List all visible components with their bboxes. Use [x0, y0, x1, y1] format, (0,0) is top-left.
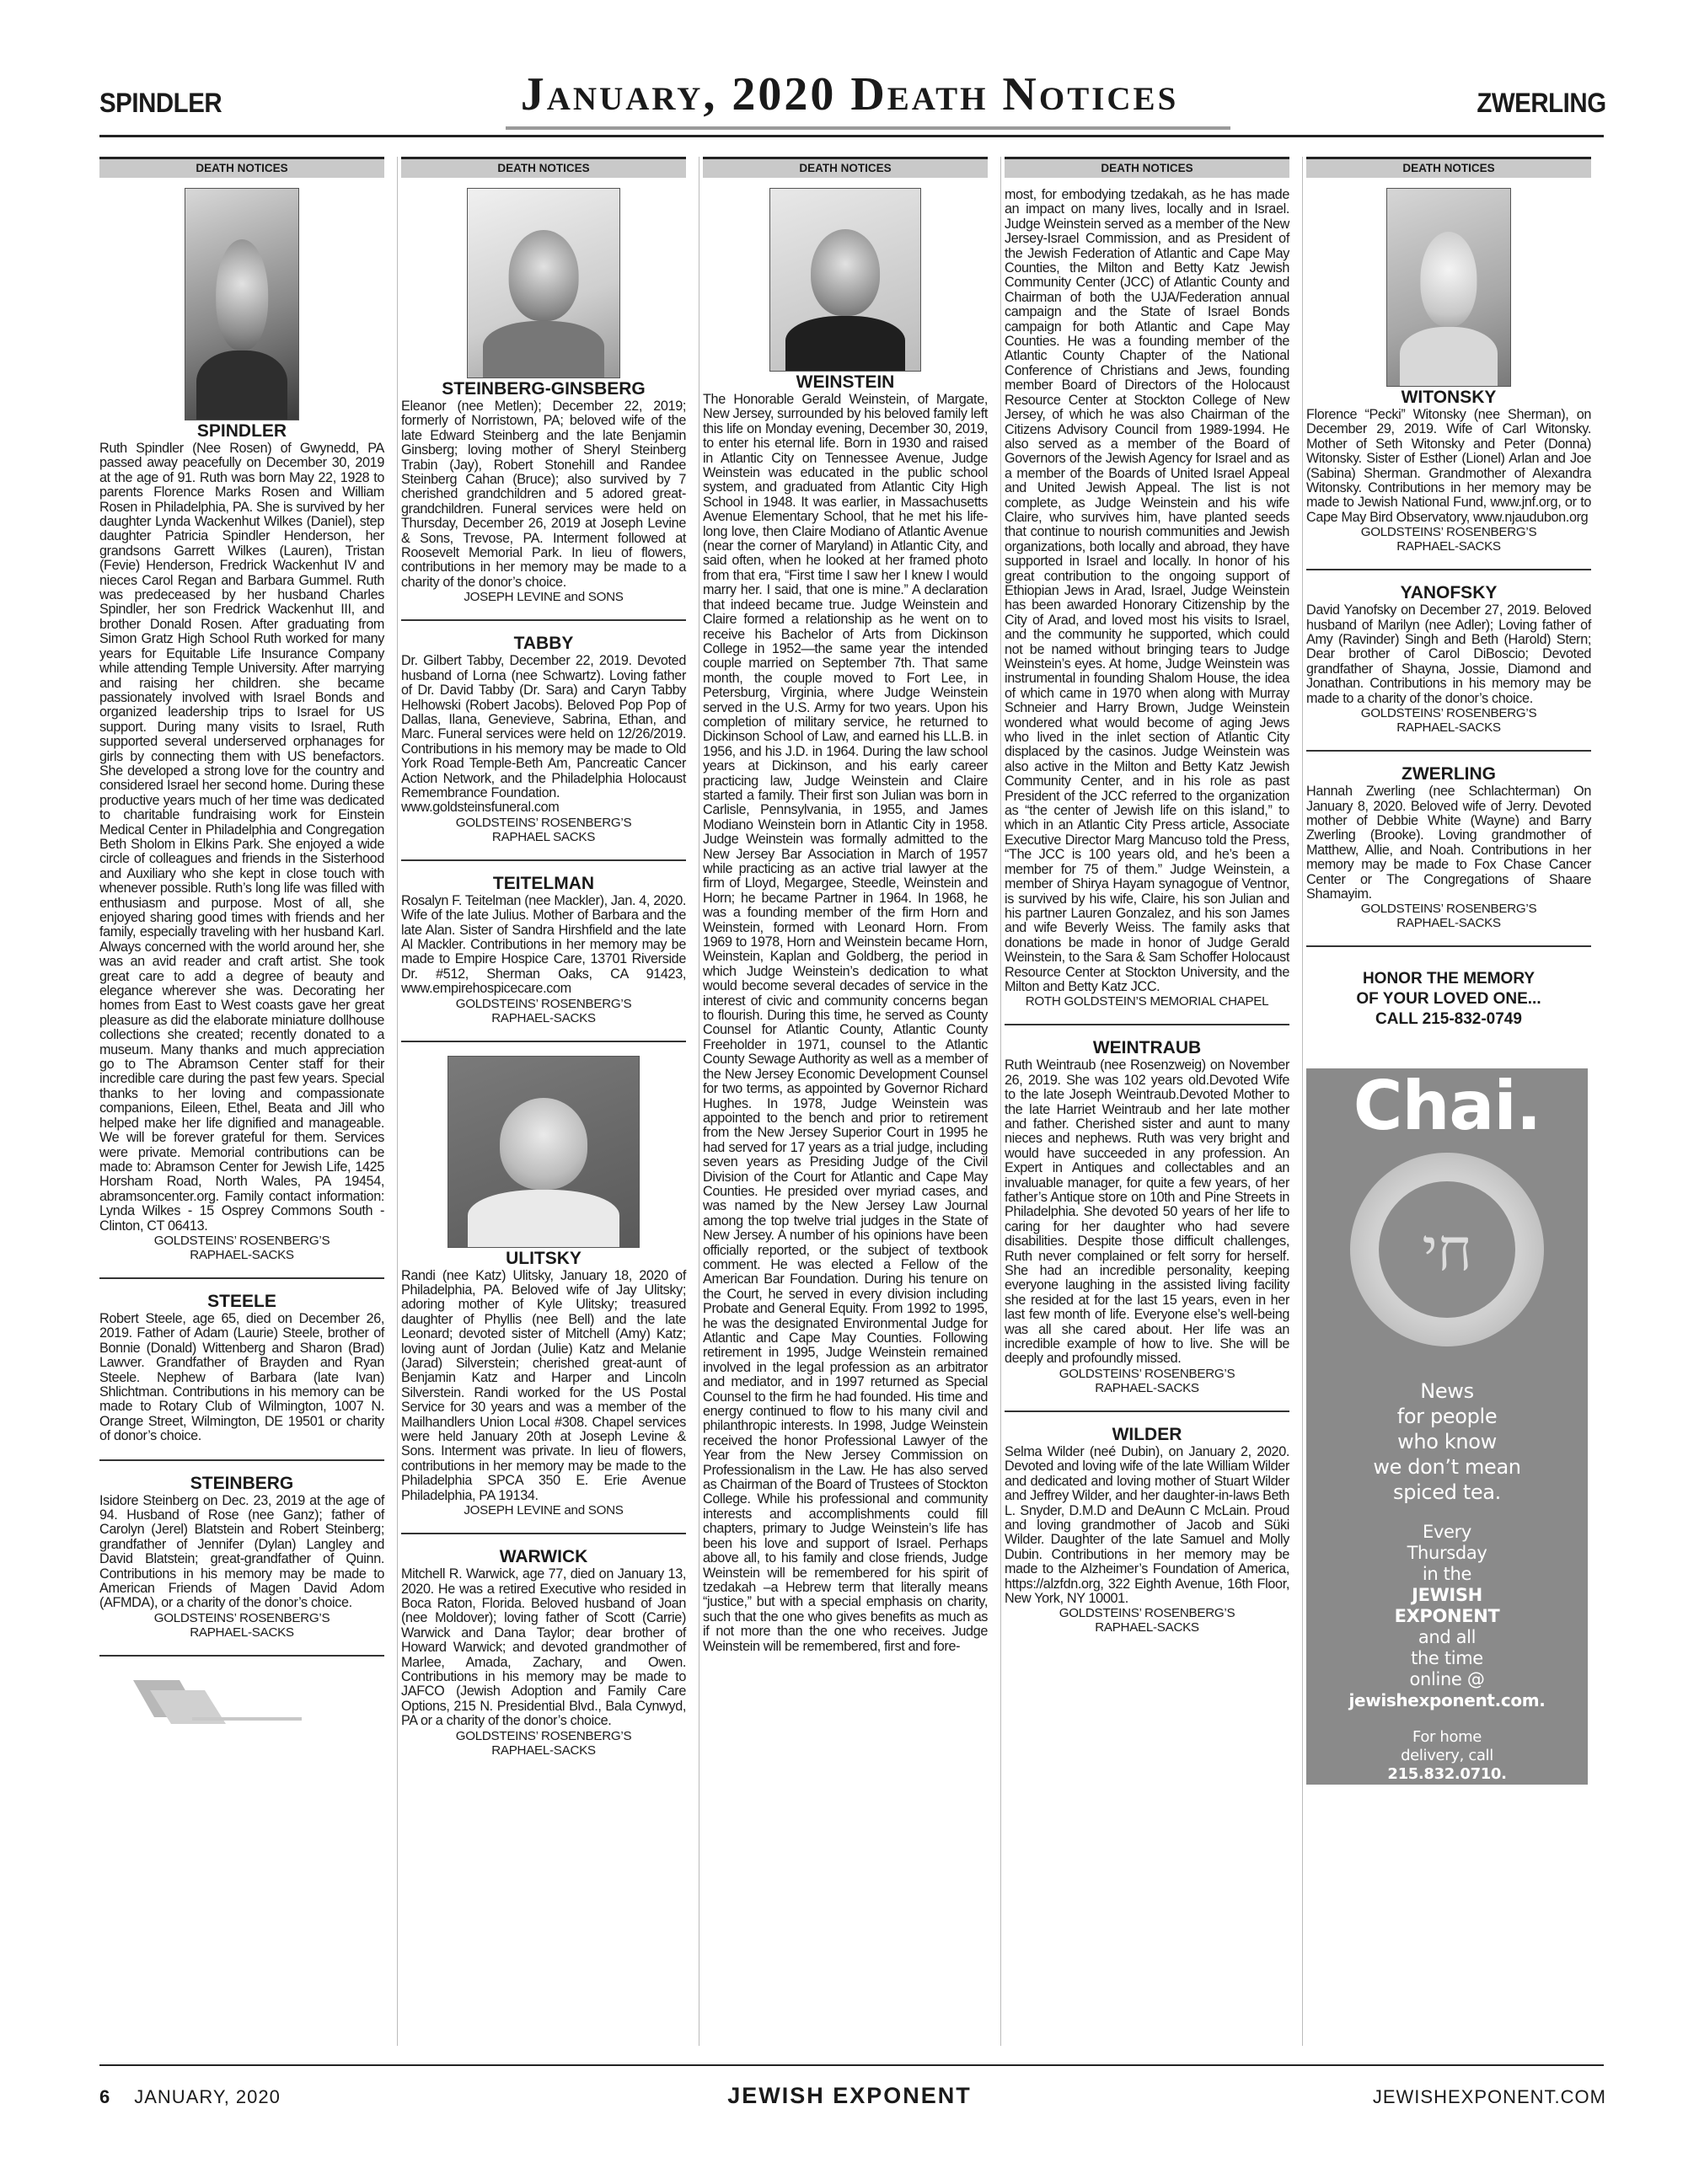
notice-name: WEINTRAUB	[1092, 1038, 1202, 1058]
funeral-home: JOSEPH LEVINE and SONS	[464, 1503, 624, 1518]
notice-divider	[401, 619, 686, 621]
funeral-home: RAPHAEL-SACKS	[1095, 1620, 1199, 1635]
notice-text: Hannah Zwerling (nee Schlachterman) On January 8, 2020. Beloved wife of Jerry. Devoted mother of Debbie White (Wayne) and Barry Zwerling (Brooke). Loving grandmother of Matthew, Allie, and Noah. Contributions in her memory may be made to Fox Chase Cancer Center or The Congregations of Shaare Shamayim.	[1306, 784, 1591, 902]
portrait-photo-spindler	[185, 188, 299, 420]
funeral-home: RAPHAEL-SACKS	[1396, 916, 1501, 931]
funeral-home: RAPHAEL-SACKS	[491, 1010, 596, 1025]
website-url[interactable]: JEWISHEXPONENT.COM	[1372, 2086, 1606, 2107]
title-underline	[506, 126, 1230, 130]
column-1	[99, 157, 384, 2054]
notice-zwerling	[1306, 765, 1591, 930]
ad-tagline	[1306, 1378, 1588, 1505]
funeral-home: GOLDSTEINS’ ROSENBERG’S	[455, 1728, 632, 1743]
notice-divider	[401, 859, 686, 861]
column-separator	[1302, 157, 1303, 2046]
notice-divider	[99, 1277, 384, 1279]
column-4	[1005, 157, 1289, 2054]
ad-line: in the	[1422, 1564, 1472, 1585]
notice-steinberg	[99, 1475, 384, 1640]
notice-wilder	[1005, 1426, 1289, 1635]
column-3	[703, 157, 988, 2054]
notice-name: YANOFSKY	[1400, 583, 1498, 603]
notice-divider	[99, 1655, 384, 1657]
section-label: DEATH NOTICES	[401, 157, 686, 178]
notice-text: Ruth Spindler (Nee Rosen) of Gwynedd, PA passed away peacefully on December 30, 2019 at the age of 91. Ruth was born May 22, 1928 to parents Florence Marks Rosen and William Rosen in Philadelphia, PA. She is survived by her daughter Lynda Wackenhut Wilkes (Daniel), step daughter Patricia Spindler Henderson, her grandsons Garrett Wilkes (Lauren), Tristan (Fevie) Henderson, Fredrick Wackenhut IV and nieces Carol Regan and Barbara Gummel. Ruth was predeceased by her husband Charles Spindler, her son Fredrick Wackenhut III, and brother Donald Rosen. After graduating from Simon Gratz High School Ruth worked for many years for Equitable Life Insurance Company while attending Temple University. After marrying and raising her children. she became passionately involved with Israel Bonds and organized leadership trips to Israel for US support. During many visits to Israel, Ruth supported several underserved orphanages for girls by connecting them with US benefactors. She developed a strong love for the country and considered Israel her second home. During these productive years much of her time was dedicated to charitable fundraising work for Einstein Medical Center in Philadelphia and Congregation Beth Sholom in Elkins Park. She enjoyed a wide circle of colleagues and friends in the Sisterhood and Auxiliary who she kept in close touch with whenever possible. Ruth’s long life was filled with enthusiasm and purpose. Most of all, she enjoyed sharing good times with friends and her family, especially traveling with her husband Karl. Always concerned with the world around her, she was an avid reader and craft artist. She took great care to add a degree of beauty and elegance wherever she was. Decorating her homes from East to West coasts gave her great pleasure as did the elaborate miniature dollhouse collections she created; recently donated to a museum. Many thanks and much appreciation go to The Abramson Center staff for their incredible care during the past few years. Special thanks to her loving and compassionate companions, Eileen, Ethel, Beata and Jill who helped make her life dignified and manageable. We will be forever grateful for them. Services were private. Memorial contributions can be made to: Abramson Center for Jewish Life, 1425 Horsham Road, North Wales, PA 19454, abramsoncenter.org. Family contact information: Lynda Wilkes - 15 Osprey Commons South - Clinton, CT 06413.	[99, 441, 384, 1234]
header-right-name: ZWERLING	[1477, 88, 1606, 118]
page-number: 6	[99, 2086, 111, 2107]
section-label: DEATH NOTICES	[99, 157, 384, 178]
ad-line: we don’t mean	[1373, 1455, 1521, 1480]
notice-weinstein	[703, 373, 988, 1654]
notice-text: Dr. Gilbert Tabby, December 22, 2019. Devoted husband of Lorna (nee Schwartz). Loving father of Dr. David Tabby (Dr. Sara) and Caryn Tabby Helhowski (Robert Jacobs). Beloved Pop Pop of Dallas, Ilana, Genevieve, Sabrina, Ethan, and Marc. Funeral services were held on 12/26/2019. Contributions in his memory may be made to Old York Road Temple-Beth Am, Pancreatic Cancer Action Network, and the Philadelphia Holocaust Remembrance Foundation.	[401, 653, 686, 800]
notice-yanofsky	[1306, 584, 1591, 735]
notice-steinberg-ginsberg	[401, 380, 686, 604]
notice-name: TEITELMAN	[492, 873, 595, 893]
notice-name: WITONSKY	[1401, 388, 1497, 407]
ad-line: Every	[1423, 1522, 1471, 1543]
notice-text: Randi (nee Katz) Ulitsky, January 18, 2020 of Philadelphia, PA. Beloved wife of Jay Ulitsky; adoring mother of Kyle Ulitsky; treasured daughter of Phyllis (nee Bell) and the late Leonard; devoted sister of Mitchell (Amy) Katz; loving aunt of Jordan (Julie) Katz and Melanie (Jarad) Silverstein; cherished great-aunt of Benjamin Katz and Harper and Lincoln Silverstein. Randi worked for the US Postal Service for 30 years and was a member of the Mailhandlers Union Local #308. Chapel services were held January 20th at Joseph Levine & Sons. Interment was private. In lieu of flowers, contributions in her memory may be made to the Philadelphia SPCA 350 E. Erie Avenue Philadelphia, PA 19134.	[401, 1267, 686, 1503]
funeral-home: GOLDSTEINS’ ROSENBERG’S	[455, 996, 632, 1011]
ad-line: and all	[1418, 1627, 1477, 1648]
portrait-photo-weinstein	[769, 188, 921, 372]
issue-date: JANUARY, 2020	[134, 2086, 281, 2107]
notice-name: STEINBERG-GINSBERG	[442, 379, 646, 399]
notice-divider	[401, 1533, 686, 1534]
section-label: DEATH NOTICES	[1306, 157, 1591, 178]
column-separator	[1000, 157, 1001, 2046]
funeral-home: RAPHAEL-SACKS	[1396, 539, 1501, 554]
funeral-home: GOLDSTEINS’ ROSENBERG’S	[153, 1610, 330, 1625]
funeral-home: JOSEPH LEVINE and SONS	[464, 590, 624, 605]
funeral-home: GOLDSTEINS’ ROSENBERG’S	[153, 1233, 330, 1248]
notice-url: www.goldsteinsfuneral.com	[401, 800, 560, 816]
funeral-home: RAPHAEL-SACKS	[491, 1742, 596, 1758]
notice-text: Florence “Pecki” Witonsky (nee Sherman), on December 29, 2019. Wife of Carl Witonsky. Mother of Seth Witonsky and Peter (Donna) Witonsky. Sister of Esther (Lionel) Arlan and Joe (Sabina) Sherman. Grandmother of Alexandra Witonsky. Contributions in her memory may be made to Jewish National Fund, www.jnf.org, or to Cape May Bird Observatory, www.njaudubon.org	[1306, 407, 1591, 525]
portrait-photo-ulitsky	[448, 1056, 640, 1248]
notice-weintraub	[1005, 1039, 1289, 1395]
honor-line: HONOR THE MEMORY	[1362, 970, 1536, 988]
notice-text: Ruth Weintraub (nee Rosenzweig) on November 26, 2019. She was 102 years old.Devoted Wife to the late Joseph Weintraub.Devoted Mother to the late Harriet Weintraub and her late mother and father. Cherished sister and aunt to many nieces and nephews. Ruth was very bright and would have succeeded in any profession. An Expert in Antiques and collectables and an invaluable manager, for quite a few years, of her father’s Antique store on 10th and Pine Streets in Philadelphia. She devoted 50 years of her life to caring for her daughter who had severe disabilities. Despite those difficult challenges, Ruth never complained or felt sorry for herself. She had an incredible personality, keeping everyone laughing in the assisted living facility she resided at for the last 15 years, even in her last few month of life. Everyone else’s well-being was all she cared about. Her life was an incredible example of how to live. She will be deeply and profoundly missed.	[1005, 1057, 1289, 1367]
notice-text: most, for embodying tzedakah, as he has made an impact on many lives, locally and in Israel. Judge Weinstein served as a member of the New Jersey-Israel Commission, and as President of the Jewish Federation of Atlantic and Cape May Counties, the Milton and Betty Katz Jewish Community Center (JCC) of Atlantic County and Chairman of both the UJA/Federation annual campaign and the State of Israel Bonds campaign for both Atlantic and Cape May Counties. He was a founding member of the Atlantic County Chapter of the National Conference of Christians and Jews, founding member Board of Directors of the Holocaust Resource Center at Stockton College of New Jersey, of which he was also Chairman of the Citizens Advisory Council from 1989-1994. He also served as a member of the Board of Governors of the Jewish Agency for Israel and as a member of the Boards of United Israel Appeal and United Jewish Appeal. The list is not complete, as Judge Weinstein and his wife Claire, who survives him, have planted seeds that continue to nourish communities and Jewish organizations, both locally and abroad, they have supported in Israel and locally. In honor of his great contribution to the ongoing support of Ethiopian Jews in Arad, Israel, Judge Weinstein has been awarded Honorary Citizenship by the City of Arad, and loved most his visits to Israel, and the community he supported, which could not be named without bringing tears to Judge Weinstein’s eyes. At home, Judge Weinstein was instrumental in founding Shalom House, the idea of which came in 1970 when along with Murray Schneier and Harry Brown, Judge Weinstein wondered what would become of aging Jews who lived in the inlet section of Atlantic City displaced by the casinos. Judge Weinstein was also active in the Milton and Betty Katz Jewish Community Center, and in his role as past President of the JCC referred to the organization as “the center of Jewish life on this island,” to which in an Atlantic City Press article, Associate Executive Director Marg Mancuso told the Press, “The JCC is 100 years old, and he’s been a member for 75 of them.” Judge Weinstein, a member of Shirya Hayam synagogue of Ventnor, is survived by his wife, Claire, his son Julian and his partner Lauren Gonzalez, and his son James and wife Beverly Weiss. The family asks that donations be made in honor of Judge Gerald Weinstein, to the Sara & Sam Schoffer Holocaust Resource Center at Stockton University, and the Milton and Betty Katz JCC.	[1005, 187, 1289, 994]
funeral-home: RAPHAEL-SACKS	[190, 1247, 294, 1262]
chai-advertisement[interactable]	[1306, 1068, 1588, 1785]
bottom-rule	[99, 2064, 1604, 2066]
portrait-photo-witonsky	[1386, 188, 1511, 387]
funeral-home: GOLDSTEINS’ ROSENBERG’S	[1059, 1366, 1235, 1381]
notice-divider	[401, 1041, 686, 1042]
notice-text: Robert Steele, age 65, died on December 26, 2019. Father of Adam (Laurie) Steele, brother of Bonnie (Donald) Wittenberg and Sharon (Brad) Lawver. Grandfather of Brayden and Ryan Steele. Nephew of Barbara (late Ivan) Shlichtman. Contributions in his memory can be made to Rotary Club of Wilmington, 1007 N. Orange Street, Wilmington, DE 19501 or charity of donor’s choice.	[99, 1310, 384, 1444]
portrait-photo-steinberg-ginsberg	[467, 188, 620, 378]
ad-line: JEWISH	[1412, 1585, 1482, 1606]
notice-steele	[99, 1293, 384, 1444]
notice-name: SPINDLER	[196, 421, 287, 441]
star-of-david-logo	[99, 1673, 384, 1724]
funeral-home: RAPHAEL-SACKS	[1396, 720, 1501, 736]
ad-line: who know	[1397, 1430, 1497, 1454]
ad-schedule	[1306, 1522, 1588, 1711]
ad-line: EXPONENT	[1394, 1606, 1500, 1627]
ad-line: Thursday	[1407, 1543, 1487, 1564]
notice-divider	[1005, 1410, 1289, 1412]
funeral-home: RAPHAEL SACKS	[491, 829, 596, 844]
ad-brand: Chai.	[1353, 1067, 1541, 1146]
ad-delivery	[1306, 1728, 1588, 1784]
ad-line: the time	[1411, 1648, 1483, 1669]
notice-name: TABBY	[513, 634, 574, 654]
notice-ulitsky	[401, 1250, 686, 1518]
notice-name: ZWERLING	[1402, 764, 1496, 784]
column-separator	[397, 157, 398, 2046]
funeral-home: GOLDSTEINS’ ROSENBERG’S	[1360, 525, 1537, 540]
notice-witonsky	[1306, 388, 1591, 554]
notice-name: WEINSTEIN	[796, 372, 895, 392]
funeral-home: GOLDSTEINS’ ROSENBERG’S	[1360, 706, 1537, 721]
column-5	[1306, 157, 1591, 2054]
notice-weinstein-continued	[1005, 188, 1289, 1009]
top-rule	[99, 135, 1604, 137]
funeral-home: GOLDSTEINS’ ROSENBERG’S	[455, 815, 632, 830]
funeral-home: GOLDSTEINS’ ROSENBERG’S	[1059, 1606, 1235, 1621]
notice-name: WILDER	[1112, 1424, 1182, 1444]
notice-teitelman	[401, 875, 686, 1025]
notice-name: ULITSKY	[506, 1248, 582, 1268]
chai-glyph: חי	[1379, 1181, 1515, 1318]
notice-text: Eleanor (nee Metlen); December 22, 2019; formerly of Norristown, PA; beloved wife of the late Edward Steinberg and the late Benjamin Ginsberg; loving mother of Sheryl Steinberg Trabin (Jay), Robert Stonehill and Randee Steinberg Cahan (Bruce); also survived by 7 cherished grandchildren and 5 adored great-grandchildren. Funeral services were held on Thursday, December 26, 2019 at Joseph Levine & Sons, Trevose, PA. Interment followed at Roosevelt Memorial Park. In lieu of flowers, contributions in her memory may be made to a charity of the donor’s choice.	[401, 399, 686, 590]
section-label: DEATH NOTICES	[703, 157, 988, 178]
notice-divider	[1306, 569, 1591, 570]
notice-text: Mitchell R. Warwick, age 77, died on January 13, 2020. He was a retired Executive who resided in Boca Raton, Florida. Beloved husband of Joan (nee Moldover); loving father of Scott (Carrie) Warwick and Dana Taylor; dear brother of Howard Warwick; and devoted grandmother of Marlee, Amada, Zachary, and Owen. Contributions in his memory may be made to JAFCO (Jewish Adoption and Family Care Options, 215 N. Presidential Blvd., Bala Cynwyd, PA or a charity of the donor’s choice.	[401, 1566, 686, 1729]
ad-line: for people	[1396, 1405, 1498, 1429]
page-title: January, 2020 Death Notices	[520, 68, 1179, 120]
honor-phone: CALL 215-832-0749	[1375, 1010, 1522, 1029]
ad-line: online @	[1409, 1669, 1485, 1690]
funeral-home: RAPHAEL-SACKS	[190, 1625, 294, 1640]
notice-text: Selma Wilder (neé Dubin), on January 2, 2020. Devoted and loving wife of the late William Wilder and dedicated and loving mother of Stuart Wilder and Jeffrey Wilder, and her daughter-in-laws Beth L. Snyder, D.M.D and DeAunn C McLain. Proud and loving grandmother of Jacob and Süki Wilder. Daughter of the late Samuel and Molly Dubin. Contributions in her memory may be made to the Alzheimer’s Foundation of America, https://alzfdn.org, 322 Eighth Avenue, 16th Floor, New York, NY 10001.	[1005, 1443, 1289, 1606]
notice-name: STEELE	[207, 1291, 276, 1311]
ad-line: delivery, call	[1401, 1747, 1493, 1765]
notice-text: Isidore Steinberg on Dec. 23, 2019 at the age of 94. Husband of Rose (nee Ganz); father of Carolyn (Jerel) Blatstein and Robert Steinberg; grandfather of Jennifer (Dylan) Langley and David Blatstein; great-grandfather of Quinn. Contributions in his memory may be made to American Friends of Magen David Adom (AFMDA), or a charity of the donor’s choice.	[99, 1492, 384, 1611]
notice-divider	[1306, 750, 1591, 752]
ad-line: News	[1420, 1379, 1474, 1404]
notice-warwick	[401, 1548, 686, 1757]
ad-website-link[interactable]: jewishexponent.com.	[1348, 1690, 1546, 1711]
coffee-cup-icon	[1350, 1153, 1544, 1346]
ad-line: spiced tea.	[1393, 1480, 1501, 1505]
funeral-home: ROTH GOLDSTEIN’S MEMORIAL CHAPEL	[1025, 994, 1269, 1009]
notice-name: WARWICK	[499, 1547, 588, 1567]
publication-name: JEWISH EXPONENT	[727, 2083, 972, 2108]
honor-memory-callout	[1306, 969, 1591, 1030]
header-left-name: SPINDLER	[99, 88, 222, 118]
honor-line: OF YOUR LOVED ONE...	[1356, 990, 1541, 1009]
ad-line: For home	[1412, 1728, 1482, 1747]
ad-phone: 215.832.0710.	[1387, 1765, 1507, 1784]
funeral-home: RAPHAEL-SACKS	[1095, 1380, 1199, 1395]
notice-divider	[99, 1459, 384, 1461]
notice-spindler	[99, 422, 384, 1262]
section-label: DEATH NOTICES	[1005, 157, 1289, 178]
notice-text: David Yanofsky on December 27, 2019. Beloved husband of Marilyn (nee Adler); Loving father of Amy (Ravinder) Singh and Beth (Harold) Stern; Dear brother of Carol DiBoscio; Devoted grandfather of Shayna, Jossie, Diamond and Jonathan. Contributions in his memory may be made to a charity of the donor’s choice.	[1306, 602, 1591, 706]
notice-name: STEINBERG	[190, 1473, 294, 1493]
notice-tabby	[401, 634, 686, 843]
column-2	[401, 157, 686, 2054]
notice-divider	[1306, 945, 1591, 947]
notice-text: Rosalyn F. Teitelman (nee Mackler), Jan. 4, 2020. Wife of the late Julius. Mother of Barbara and the late Alan. Sister of Sandra Hirshfield and the late Al Mackler. Contributions in her memory may be made to Empire Hospice Care, 13701 Riverside Dr. #512, Sherman Oaks, CA 91423, www.empirehospicecare.com	[401, 892, 686, 997]
funeral-home: GOLDSTEINS’ ROSENBERG’S	[1360, 902, 1537, 917]
notice-text: The Honorable Gerald Weinstein, of Margate, New Jersey, surrounded by his beloved family left this life on Monday evening, December 30, 2019, to enter his eternal life. Born in 1930 and raised in Atlantic City on Tennessee Avenue, Judge Weinstein was educated in the public school system, and graduated from Atlantic City High School in 1948. It was earlier, in Massachusetts Avenue Elementary School, that he met his life-long love, then Claire Modiano of Atlantic Avenue (near the corner of Maryland) in Atlantic City, and said often, when he looked at her framed photo from that era, “First time I saw her I knew I would marry her. I said, that one is mine.” A declaration that indeed became true. Judge Weinstein and Claire formed a relationship as he went on to receive his Bachelor of Arts from Dickinson College in 1952—the same year the intended couple married on September 7th. That same month, the couple moved to Fort Lee, in Petersburg, Virginia, where Judge Weinstein served in the U.S. Army for two years. Upon his completion of military service, he returned to Dickinson School of Law, and earned his LL.B. in 1956, and his J.D. in 1964. During the law school years at Dickinson, and his early career practicing law, Judge Weinstein and Claire started a family. Their first son Julian was born in Carlisle, Pennsylvania, in 1955, and James Modiano Weinstein born in Atlantic City in 1958. Judge Weinstein was formally admitted to the New Jersey Bar Association in March of 1957 while practicing as an active trial lawyer at the firm of Lloyd, Megargee, Steedle, Weinstein and Horn; he became Partner in 1964. In 1968, he was a founding member of the firm Horn and Weinstein, formed with Leonard Horn. From 1969 to 1978, Horn and Weinstein became Horn, Weinstein, Kaplan and Goldberg, the period in which Judge Weinstein’s dedication to what would become several decades of service in the interest of civic and community concerns began to flourish. During this time, he served as County Counsel for Atlantic County, Atlantic County Freeholder in 1971, counsel to the Atlantic County Sewage Authority as well as a member of the New Jersey Economic Development Counsel for two terms, as appointed by Governor Richard Hughes. In 1978, Judge Weinstein was appointed to the bench and prior to retirement from the New Jersey Superior Court in 1995 he had served for 17 years as a trial judge, including seven years as Presiding Judge of the Civil Division of the Court for Atlantic and Cape May Counties. He presided over myriad cases, and was named by the New Jersey Law Journal among the top twelve trial judges in the State of New Jersey. A number of his opinions have been officially reported, or the subject of textbook comment. He was elected a Fellow of the American Bar Foundation. During his tenure on the Court, he served in every division including Probate and General Equity. From 1992 to 1995, he was the designated Environmental Judge for Atlantic and Cape May Counties. Following retirement in 1995, Judge Weinstein remained involved in the legal profession as an arbitrator and mediator, and in 1997 returned as Special Counsel to the firm he had founded. His time and energy continued to flow to his many civil and philanthropic interests. In 1998, Judge Weinstein received the honor Professional Lawyer of the Year from the New Jersey Commission on Professionalism in the Law. He has also served as Chairman of the Board of Trustees of Stockton College. While his professional and community interests and accomplishments could fill chapters, primary to Judge Weinstein’s life has been his love and support of Israel. Perhaps above all, to his family and close friends, Judge Weinstein will be remembered for his spirit of tzedakah –a Hebrew term that literally means “justice,” but with a special emphasis on charity, such that the one who gives benefits as much as if not more than the one who receives. Judge Weinstein will be remembered, first and fore-	[703, 392, 988, 1654]
notice-divider	[1005, 1024, 1289, 1025]
